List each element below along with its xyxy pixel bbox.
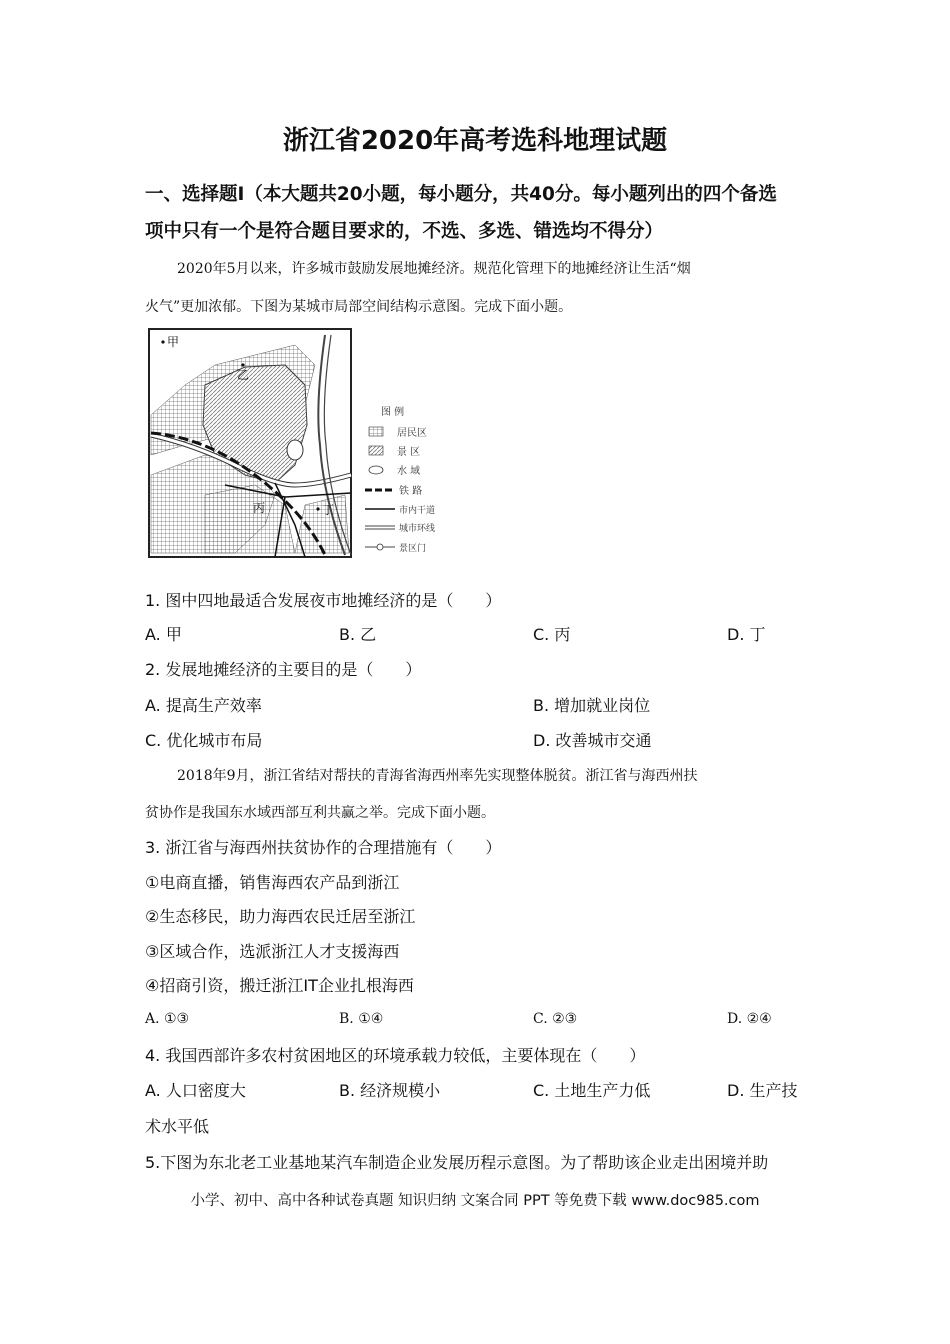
place-label-bing: 丙	[253, 501, 266, 515]
legend-item: 水 域	[397, 466, 421, 477]
passage2-line2: 贫协作是我国东水域西部互利共赢之举。完成下面小题。	[145, 805, 495, 821]
q4-option-a[interactable]: A. 人口密度大	[145, 1081, 246, 1100]
q2-option-d[interactable]: D. 改善城市交通	[533, 731, 652, 750]
legend-item: 景区门	[399, 544, 427, 554]
passage1-line2: 火气”更加浓郁。下图为某城市局部空间结构示意图。完成下面小题。	[145, 299, 573, 315]
q2-option-b[interactable]: B. 增加就业岗位	[533, 696, 651, 715]
legend-swatch-water	[369, 466, 383, 474]
section-heading-line1: 一、选择题I（本大题共20小题，每小题分，共40分。每小题列出的四个备选	[145, 184, 777, 205]
section-heading-line2: 项中只有一个是符合题目要求的，不选、多选、错选均不得分）	[145, 221, 664, 242]
q5-stem: 5.下图为东北老工业基地某汽车制造企业发展历程示意图。为了帮助该企业走出困境并助	[145, 1153, 769, 1172]
place-dot-jia	[161, 340, 164, 343]
q3-item-1: ①电商直播，销售海西农产品到浙江	[145, 873, 400, 892]
q2-stem: 2. 发展地摊经济的主要目的是（ ）	[145, 660, 422, 679]
passage2-line1: 2018年9月，浙江省结对帮扶的青海省海西州率先实现整体脱贫。浙江省与海西州扶	[177, 768, 698, 784]
place-label-jia: 甲	[167, 335, 180, 349]
page-title: 浙江省2020年高考选科地理试题	[282, 126, 668, 156]
q1-option-d[interactable]: D. 丁	[727, 625, 766, 644]
place-label-yi: 乙	[237, 368, 250, 382]
q4-option-d[interactable]: D. 生产技	[727, 1081, 798, 1100]
q3-option-c[interactable]: C. ②③	[533, 1011, 578, 1027]
q3-option-a[interactable]: A. ①③	[145, 1011, 190, 1027]
q3-item-3: ③区域合作，选派浙江人才支援海西	[145, 942, 400, 961]
legend-item: 景 区	[397, 447, 421, 458]
legend-title: 图 例	[381, 407, 405, 418]
passage1-line1: 2020年5月以来，许多城市鼓励发展地摊经济。规范化管理下的地摊经济让生活“烟	[177, 261, 691, 277]
q3-option-b[interactable]: B. ①④	[339, 1011, 384, 1027]
q1-stem: 1. 图中四地最适合发展夜市地摊经济的是（ ）	[145, 591, 502, 610]
q4-option-c[interactable]: C. 土地生产力低	[533, 1081, 651, 1100]
legend-item: 铁 路	[399, 486, 423, 497]
place-dot-yi	[241, 363, 244, 366]
legend-item: 居民区	[397, 428, 427, 439]
place-label-ding: 丁	[322, 503, 335, 517]
q4-option-b[interactable]: B. 经济规模小	[339, 1081, 441, 1100]
legend-item: 城市环线	[399, 524, 436, 534]
city-structure-map	[145, 325, 445, 561]
q3-stem: 3. 浙江省与海西州扶贫协作的合理措施有（ ）	[145, 838, 502, 857]
q1-option-c[interactable]: C. 丙	[533, 625, 571, 644]
legend-swatch-scenic	[369, 446, 383, 455]
q3-option-d[interactable]: D. ②④	[727, 1011, 772, 1027]
legend-swatch-residential	[369, 427, 383, 436]
q4-stem: 4. 我国西部许多农村贫困地区的环境承载力较低，主要体现在（ ）	[145, 1046, 646, 1065]
q3-item-4: ④招商引资，搬迁浙江IT企业扎根海西	[145, 976, 414, 995]
page-footer: 小学、初中、高中各种试卷真题 知识归纳 文案合同 PPT 等免费下载 www.doc985.com	[190, 1193, 760, 1209]
q1-option-b[interactable]: B. 乙	[339, 625, 377, 644]
water-body	[287, 440, 303, 460]
q2-option-c[interactable]: C. 优化城市布局	[145, 731, 263, 750]
q4-option-d-wrap: 术水平低	[145, 1117, 210, 1136]
q1-option-a[interactable]: A. 甲	[145, 625, 182, 644]
legend-item: 市内干道	[399, 506, 436, 516]
q2-option-a[interactable]: A. 提高生产效率	[145, 696, 262, 715]
place-dot-ding	[316, 507, 319, 510]
q3-item-2: ②生态移民，助力海西农民迁居至浙江	[145, 907, 416, 926]
legend-swatch-gate	[377, 544, 383, 550]
